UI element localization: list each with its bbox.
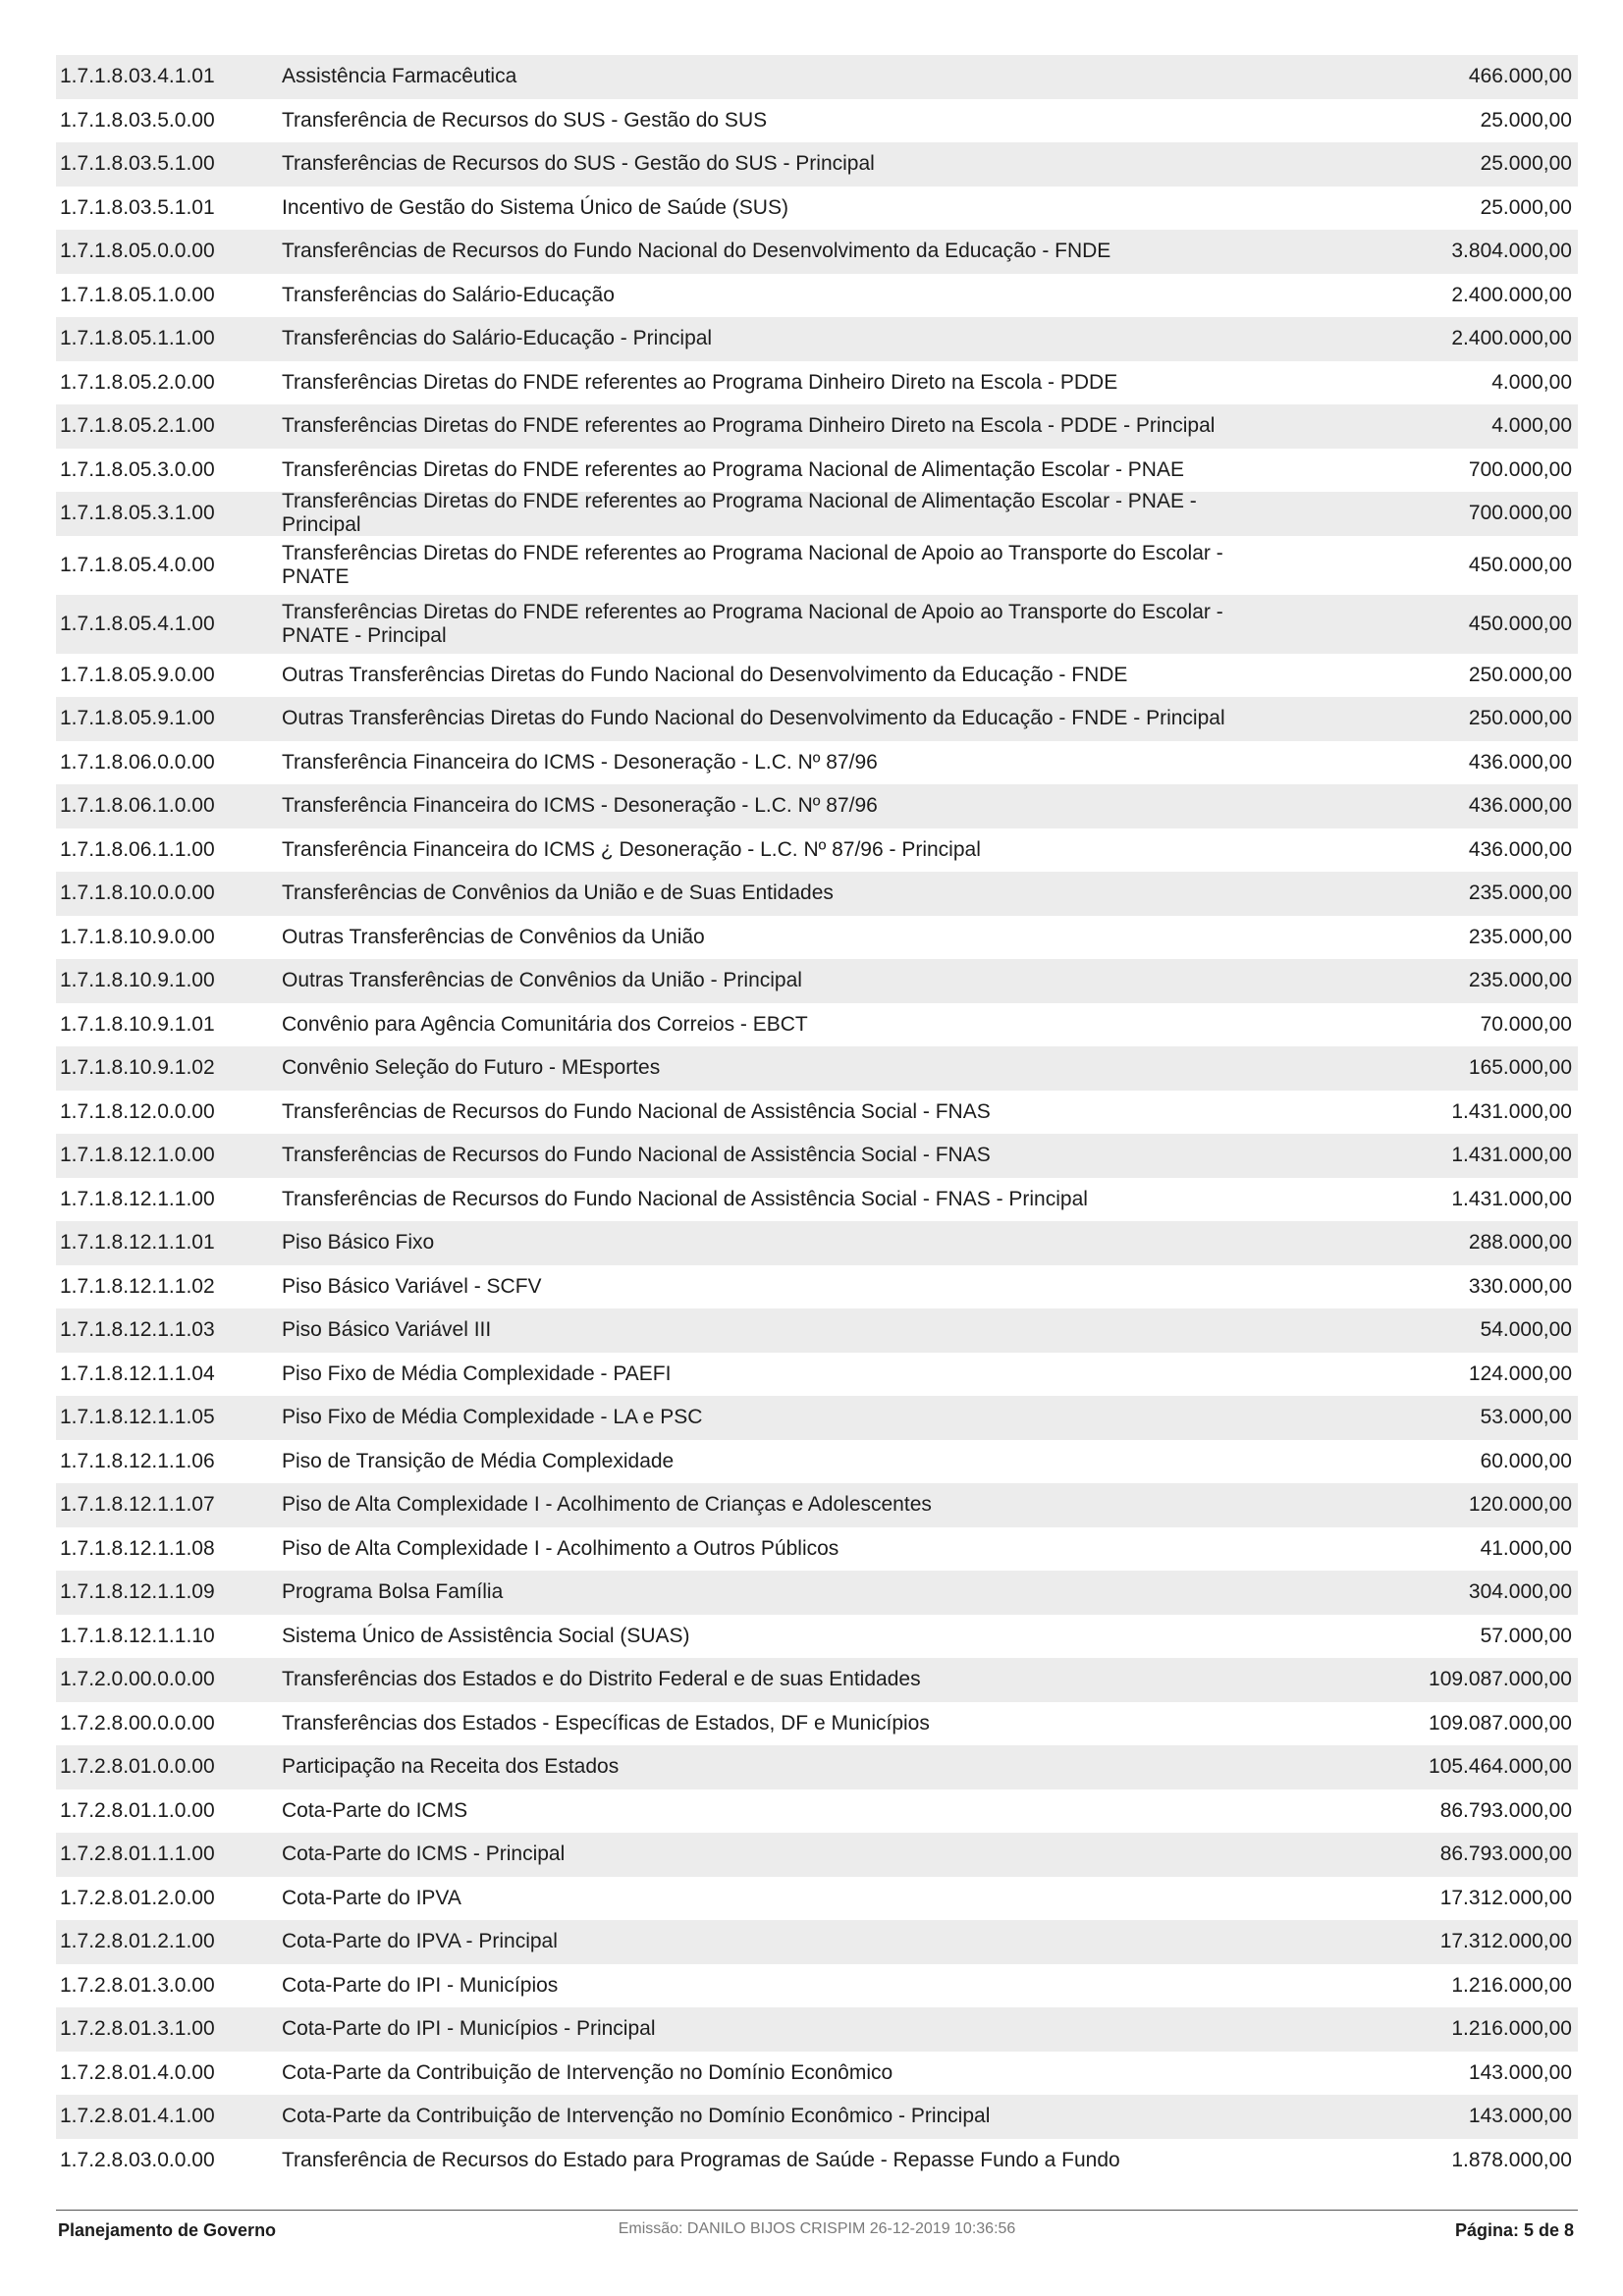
row-code: 1.7.1.8.12.0.0.00 (60, 1099, 215, 1123)
row-description: Transferências do Salário-Educação - Principal (282, 327, 713, 350)
row-code: 1.7.1.8.05.2.1.00 (60, 414, 215, 438)
table-row (56, 784, 1578, 828)
table-row (56, 959, 1578, 1003)
footer-department: Planejamento de Governo (58, 2220, 277, 2240)
row-description: Transferências de Recursos do Fundo Nacional do Desenvolvimento da Educação - FNDE (282, 240, 1111, 263)
row-value: 4.000,00 (1491, 414, 1572, 438)
row-description: Piso de Alta Complexidade I - Acolhimento de Crianças e Adolescentes (282, 1493, 932, 1517)
table-row (56, 1920, 1578, 1964)
row-value: 436.000,00 (1468, 750, 1572, 774)
row-description: Piso Fixo de Média Complexidade - LA e PSC (282, 1406, 703, 1429)
table-row (56, 1483, 1578, 1527)
row-code: 1.7.1.8.12.1.1.05 (60, 1406, 215, 1429)
table-row (56, 449, 1578, 493)
row-code: 1.7.1.8.05.9.0.00 (60, 663, 215, 686)
table-row (56, 55, 1578, 99)
row-value: 1.216.000,00 (1451, 2017, 1572, 2041)
row-description: Sistema Único de Assistência Social (SUAS) (282, 1624, 690, 1647)
row-description: Piso de Transição de Média Complexidade (282, 1449, 675, 1472)
table-row (56, 1440, 1578, 1484)
row-code: 1.7.1.8.03.5.1.00 (60, 152, 215, 176)
row-description: Transferências de Recursos do Fundo Nacional de Assistência Social - FNAS (282, 1144, 991, 1167)
row-value: 54.000,00 (1480, 1318, 1572, 1342)
row-code: 1.7.1.8.12.1.1.08 (60, 1536, 215, 1560)
table-row (56, 1702, 1578, 1746)
row-value: 250.000,00 (1468, 707, 1572, 730)
table-row (56, 142, 1578, 187)
row-description: Cota-Parte do IPI - Municípios - Principal (282, 2017, 656, 2041)
row-code: 1.7.2.8.01.3.1.00 (60, 2017, 215, 2041)
table-row (56, 1091, 1578, 1135)
footer-emission: Emissão: DANILO BIJOS CRISPIM 26-12-2019 10:36:56 (618, 2220, 1016, 2237)
row-description: Transferências Diretas do FNDE referentes ao Programa Nacional de Alimentação Escolar - PNAE (282, 457, 1184, 481)
row-description: Transferências Diretas do FNDE referentes ao Programa Dinheiro Direto na Escola - PDDE - Principal (282, 414, 1216, 438)
table-row (56, 2139, 1578, 2183)
footer-page-number: Página: 5 de 8 (1454, 2220, 1574, 2240)
row-value: 250.000,00 (1468, 663, 1572, 686)
row-description: Transferência Financeira do ICMS ¿ Desoneração - L.C. Nº 87/96 - Principal (282, 837, 981, 861)
table-row (56, 1396, 1578, 1440)
row-code: 1.7.1.8.10.9.1.02 (60, 1056, 215, 1080)
row-code: 1.7.1.8.12.1.1.07 (60, 1493, 215, 1517)
row-value: 143.000,00 (1468, 2060, 1572, 2084)
row-description: Transferências Diretas do FNDE referentes ao Programa Nacional de Alimentação Escolar - PNAE - Principal (282, 490, 1197, 537)
table-row (56, 1046, 1578, 1091)
row-value: 700.000,00 (1468, 457, 1572, 481)
row-code: 1.7.1.8.03.5.0.00 (60, 108, 215, 132)
table-row (56, 1833, 1578, 1877)
row-value: 25.000,00 (1480, 195, 1572, 219)
row-value: 17.312.000,00 (1439, 1886, 1572, 1909)
row-code: 1.7.1.8.12.1.1.10 (60, 1624, 215, 1647)
row-description: Cota-Parte do IPVA (282, 1886, 461, 1909)
row-value: 235.000,00 (1468, 925, 1572, 948)
row-code: 1.7.1.8.10.0.0.00 (60, 881, 215, 905)
row-description: Transferências de Convênios da União e de Suas Entidades (282, 881, 834, 905)
row-value: 1.431.000,00 (1451, 1187, 1572, 1210)
row-code: 1.7.1.8.05.1.0.00 (60, 283, 215, 306)
row-code: 1.7.1.8.10.9.1.01 (60, 1012, 215, 1036)
table-row (56, 317, 1578, 361)
row-value: 288.000,00 (1468, 1231, 1572, 1255)
row-description: Transferência Financeira do ICMS - Desoneração - L.C. Nº 87/96 (282, 750, 878, 774)
row-value: 1.216.000,00 (1451, 1973, 1572, 1997)
row-code: 1.7.1.8.06.1.0.00 (60, 794, 215, 818)
row-value: 235.000,00 (1468, 881, 1572, 905)
row-value: 109.087.000,00 (1429, 1668, 1572, 1691)
table-row (56, 1308, 1578, 1353)
row-value: 450.000,00 (1468, 553, 1572, 576)
row-description: Transferências Diretas do FNDE referentes ao Programa Dinheiro Direto na Escola - PDDE (282, 370, 1118, 394)
row-code: 1.7.2.8.01.3.0.00 (60, 1973, 215, 1997)
row-description: Assistência Farmacêutica (282, 65, 517, 88)
row-description: Transferência de Recursos do SUS - Gestão do SUS (282, 108, 768, 132)
row-code: 1.7.1.8.03.5.1.01 (60, 195, 215, 219)
row-value: 120.000,00 (1468, 1493, 1572, 1517)
row-value: 436.000,00 (1468, 837, 1572, 861)
row-description: Cota-Parte da Contribuição de Intervenção no Domínio Econômico - Principal (282, 2105, 991, 2128)
row-value: 4.000,00 (1491, 370, 1572, 394)
table-row (56, 828, 1578, 873)
table-row (56, 741, 1578, 785)
row-description: Cota-Parte da Contribuição de Intervenção no Domínio Econômico (282, 2060, 893, 2084)
table-row (56, 654, 1578, 698)
row-description: Transferências de Recursos do SUS - Gestão do SUS - Principal (282, 152, 875, 176)
table-row (56, 99, 1578, 143)
row-code: 1.7.1.8.12.1.1.09 (60, 1580, 215, 1604)
row-value: 143.000,00 (1468, 2105, 1572, 2128)
row-code: 1.7.1.8.10.9.1.00 (60, 969, 215, 992)
row-description: Outras Transferências Diretas do Fundo Nacional do Desenvolvimento da Educação - FNDE (282, 663, 1128, 686)
row-code: 1.7.1.8.05.3.1.00 (60, 502, 215, 525)
row-code: 1.7.1.8.03.4.1.01 (60, 65, 215, 88)
row-value: 41.000,00 (1480, 1536, 1572, 1560)
row-description: Piso Básico Variável III (282, 1318, 492, 1342)
row-code: 1.7.1.8.12.1.1.02 (60, 1274, 215, 1298)
row-value: 17.312.000,00 (1439, 1930, 1572, 1953)
row-value: 25.000,00 (1480, 152, 1572, 176)
row-value: 304.000,00 (1468, 1580, 1572, 1604)
table-row (56, 187, 1578, 231)
row-code: 1.7.1.8.05.2.0.00 (60, 370, 215, 394)
table-row (56, 1877, 1578, 1921)
row-value: 165.000,00 (1468, 1056, 1572, 1080)
table-row (56, 1134, 1578, 1178)
table-row (56, 404, 1578, 449)
row-value: 436.000,00 (1468, 794, 1572, 818)
row-code: 1.7.1.8.05.1.1.00 (60, 327, 215, 350)
row-description: Cota-Parte do IPI - Municípios (282, 1973, 559, 1997)
row-code: 1.7.1.8.12.1.1.00 (60, 1187, 215, 1210)
table-row (56, 1221, 1578, 1265)
row-description: Cota-Parte do ICMS (282, 1798, 468, 1822)
table-row (56, 1789, 1578, 1834)
row-value: 105.464.000,00 (1429, 1755, 1572, 1779)
row-description: Transferências dos Estados e do Distrito Federal e de suas Entidades (282, 1668, 921, 1691)
row-description: Piso Básico Variável - SCFV (282, 1274, 542, 1298)
row-description: Piso de Alta Complexidade I - Acolhimento a Outros Públicos (282, 1536, 839, 1560)
row-code: 1.7.2.8.01.4.1.00 (60, 2105, 215, 2128)
row-description: Transferências do Salário-Educação (282, 283, 615, 306)
table-row (56, 1658, 1578, 1702)
row-code: 1.7.2.8.01.1.0.00 (60, 1798, 215, 1822)
row-value: 330.000,00 (1468, 1274, 1572, 1298)
row-value: 53.000,00 (1480, 1406, 1572, 1429)
row-description: Outras Transferências de Convênios da União - Principal (282, 969, 802, 992)
row-description: Cota-Parte do ICMS - Principal (282, 1842, 566, 1866)
table-row (56, 595, 1578, 654)
row-code: 1.7.1.8.10.9.0.00 (60, 925, 215, 948)
table-row (56, 1964, 1578, 2008)
row-value: 466.000,00 (1468, 65, 1572, 88)
row-value: 70.000,00 (1480, 1012, 1572, 1036)
table-row (56, 1527, 1578, 1572)
table-row (56, 2052, 1578, 2096)
row-code: 1.7.1.8.05.0.0.00 (60, 240, 215, 263)
row-description: Convênio Seleção do Futuro - MEsportes (282, 1056, 661, 1080)
row-code: 1.7.1.8.12.1.1.06 (60, 1449, 215, 1472)
row-code: 1.7.2.8.01.2.1.00 (60, 1930, 215, 1953)
table-row (56, 1003, 1578, 1047)
row-description: Cota-Parte do IPVA - Principal (282, 1930, 558, 1953)
table-row (56, 1615, 1578, 1659)
row-description: Transferência de Recursos do Estado para Programas de Saúde - Repasse Fundo a Fundo (282, 2148, 1120, 2171)
table-row (56, 916, 1578, 960)
row-description: Transferências de Recursos do Fundo Nacional de Assistência Social - FNAS - Principal (282, 1187, 1088, 1210)
row-code: 1.7.1.8.12.1.1.03 (60, 1318, 215, 1342)
table-row (56, 361, 1578, 405)
row-code: 1.7.1.8.06.1.1.00 (60, 837, 215, 861)
table-row (56, 1571, 1578, 1615)
row-description: Outras Transferências Diretas do Fundo Nacional do Desenvolvimento da Educação - FNDE - Principal (282, 707, 1225, 730)
table-row (56, 2095, 1578, 2139)
row-code: 1.7.2.8.03.0.0.00 (60, 2148, 215, 2171)
row-value: 109.087.000,00 (1429, 1711, 1572, 1735)
table-row (56, 536, 1578, 595)
row-description: Outras Transferências de Convênios da União (282, 925, 705, 948)
row-value: 60.000,00 (1480, 1449, 1572, 1472)
table-row (56, 1265, 1578, 1309)
row-code: 1.7.1.8.12.1.1.04 (60, 1362, 215, 1385)
row-value: 2.400.000,00 (1451, 283, 1572, 306)
table-row (56, 697, 1578, 741)
row-code: 1.7.1.8.05.4.0.00 (60, 553, 215, 576)
row-value: 1.431.000,00 (1451, 1099, 1572, 1123)
table-row (56, 1353, 1578, 1397)
row-value: 450.000,00 (1468, 612, 1572, 635)
row-code: 1.7.2.8.00.0.0.00 (60, 1711, 215, 1735)
row-value: 2.400.000,00 (1451, 327, 1572, 350)
row-value: 1.878.000,00 (1451, 2148, 1572, 2171)
row-value: 3.804.000,00 (1451, 240, 1572, 263)
page-footer (56, 2220, 1578, 2250)
row-value: 86.793.000,00 (1439, 1798, 1572, 1822)
row-code: 1.7.1.8.12.1.1.01 (60, 1231, 215, 1255)
row-value: 57.000,00 (1480, 1624, 1572, 1647)
row-description: Transferências de Recursos do Fundo Nacional de Assistência Social - FNAS (282, 1099, 991, 1123)
row-code: 1.7.1.8.05.3.0.00 (60, 457, 215, 481)
table-row (56, 1745, 1578, 1789)
row-value: 124.000,00 (1468, 1362, 1572, 1385)
table-row (56, 1178, 1578, 1222)
budget-table (56, 55, 1578, 2182)
footer-divider (56, 2210, 1578, 2211)
row-value: 235.000,00 (1468, 969, 1572, 992)
row-description: Piso Básico Fixo (282, 1231, 435, 1255)
row-description: Transferências Diretas do FNDE referentes ao Programa Nacional de Apoio ao Transporte do Escolar - PNATE - Principal (282, 600, 1223, 647)
table-row (56, 274, 1578, 318)
row-code: 1.7.1.8.05.4.1.00 (60, 612, 215, 635)
row-description: Transferências Diretas do FNDE referentes ao Programa Nacional de Apoio ao Transporte do Escolar - PNATE (282, 541, 1223, 588)
row-value: 1.431.000,00 (1451, 1144, 1572, 1167)
table-row (56, 230, 1578, 274)
row-value: 86.793.000,00 (1439, 1842, 1572, 1866)
row-description: Transferência Financeira do ICMS - Desoneração - L.C. Nº 87/96 (282, 794, 878, 818)
row-code: 1.7.2.8.01.1.1.00 (60, 1842, 215, 1866)
table-row (56, 872, 1578, 916)
row-value: 700.000,00 (1468, 502, 1572, 525)
row-description: Transferências dos Estados - Específicas de Estados, DF e Municípios (282, 1711, 930, 1735)
row-description: Participação na Receita dos Estados (282, 1755, 620, 1779)
row-description: Programa Bolsa Família (282, 1580, 504, 1604)
table-row (56, 2007, 1578, 2052)
table-row (56, 492, 1578, 536)
row-code: 1.7.1.8.05.9.1.00 (60, 707, 215, 730)
row-description: Incentivo de Gestão do Sistema Único de Saúde (SUS) (282, 195, 788, 219)
row-code: 1.7.2.8.01.4.0.00 (60, 2060, 215, 2084)
row-code: 1.7.2.0.00.0.0.00 (60, 1668, 215, 1691)
row-description: Convênio para Agência Comunitária dos Correios - EBCT (282, 1012, 808, 1036)
row-code: 1.7.1.8.12.1.0.00 (60, 1144, 215, 1167)
row-description: Piso Fixo de Média Complexidade - PAEFI (282, 1362, 672, 1385)
row-code: 1.7.2.8.01.0.0.00 (60, 1755, 215, 1779)
row-code: 1.7.2.8.01.2.0.00 (60, 1886, 215, 1909)
row-value: 25.000,00 (1480, 108, 1572, 132)
row-code: 1.7.1.8.06.0.0.00 (60, 750, 215, 774)
